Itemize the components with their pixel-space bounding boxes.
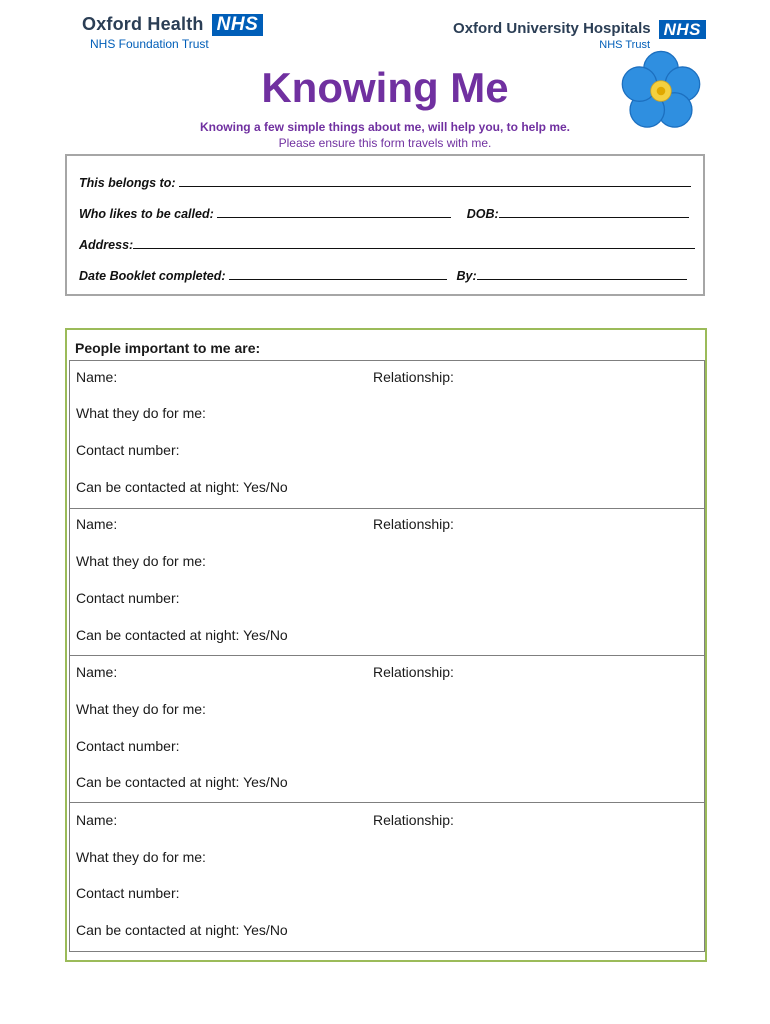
address-label: Address: — [79, 238, 134, 252]
logo-trust-name: NHS Foundation Trust — [90, 37, 209, 51]
dob-label: DOB: — [466, 207, 499, 221]
belongs-to-row — [79, 174, 691, 190]
page-instruction: Please ensure this form travels with me. — [278, 136, 492, 150]
night-contact-field[interactable]: Can be contacted at night: Yes/No — [76, 627, 288, 643]
completed-row — [79, 267, 687, 283]
belongs-to-label: This belongs to: — [79, 176, 176, 190]
oxford-health-logo — [82, 14, 263, 51]
page-subtitle: Knowing a few simple things about me, will help you, to help me. — [199, 120, 571, 134]
called-label: Who likes to be called: — [79, 207, 214, 221]
forget-me-not-icon — [618, 48, 704, 134]
what-they-do-field[interactable]: What they do for me: — [76, 405, 206, 421]
name-field[interactable]: Name: — [76, 812, 118, 828]
relationship-field[interactable]: Relationship: — [373, 812, 454, 828]
relationship-field[interactable]: Relationship: — [373, 664, 454, 680]
person-entry — [69, 802, 705, 952]
relationship-field[interactable]: Relationship: — [373, 369, 454, 385]
logo-org-name: Oxford University Hospitals — [453, 20, 651, 37]
address-field[interactable] — [133, 236, 695, 249]
name-field[interactable]: Name: — [76, 516, 118, 532]
contact-number-field[interactable]: Contact number: — [76, 590, 180, 606]
logo-trust-name: NHS Trust — [599, 39, 650, 51]
what-they-do-field[interactable]: What they do for me: — [76, 701, 206, 717]
section-heading: People important to me are: — [75, 340, 261, 356]
contact-number-field[interactable]: Contact number: — [76, 885, 180, 901]
nhs-badge: NHS — [659, 20, 706, 39]
dob-field[interactable] — [499, 205, 689, 218]
by-field[interactable] — [477, 267, 687, 280]
address-row — [79, 236, 695, 252]
name-field[interactable]: Name: — [76, 664, 118, 680]
person-entry — [69, 360, 705, 509]
relationship-field[interactable]: Relationship: — [373, 516, 454, 532]
important-people-section — [65, 328, 707, 962]
contact-number-field[interactable]: Contact number: — [76, 738, 180, 754]
name-field[interactable]: Name: — [76, 369, 118, 385]
night-contact-field[interactable]: Can be contacted at night: Yes/No — [76, 922, 288, 938]
oxford-university-hospitals-logo — [453, 20, 706, 51]
what-they-do-field[interactable]: What they do for me: — [76, 849, 206, 865]
what-they-do-field[interactable]: What they do for me: — [76, 553, 206, 569]
contact-number-field[interactable]: Contact number: — [76, 442, 180, 458]
completed-field[interactable] — [229, 267, 447, 280]
by-label: By: — [456, 269, 477, 283]
called-row — [79, 205, 689, 221]
owner-details-box — [65, 154, 705, 296]
night-contact-field[interactable]: Can be contacted at night: Yes/No — [76, 774, 288, 790]
page-title: Knowing Me — [261, 64, 509, 111]
person-entry — [69, 508, 705, 656]
belongs-to-field[interactable] — [179, 174, 691, 187]
person-entry — [69, 655, 705, 803]
completed-label: Date Booklet completed: — [79, 269, 226, 283]
called-field[interactable] — [217, 205, 451, 218]
nhs-badge: NHS — [212, 14, 264, 36]
night-contact-field[interactable]: Can be contacted at night: Yes/No — [76, 479, 288, 495]
logo-org-name: Oxford Health — [82, 14, 204, 34]
